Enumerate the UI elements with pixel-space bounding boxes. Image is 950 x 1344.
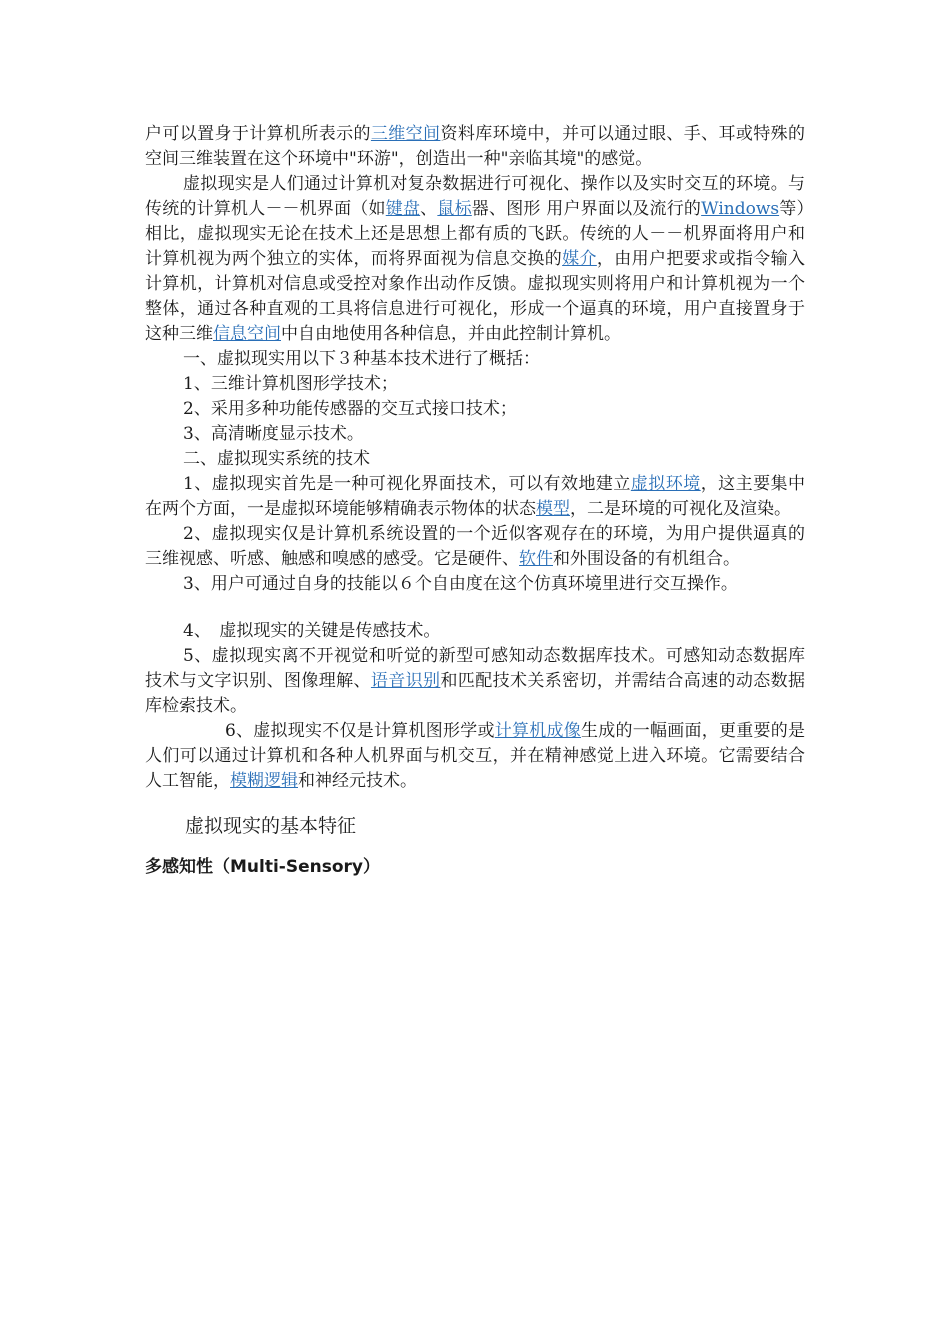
heading-multi-sensory: 多感知性（Multi-Sensory） (145, 857, 380, 877)
text-span: ，二是环境的可视化及渲染。 (570, 499, 791, 519)
section-1-title: 一、虚拟现实用以下３种基本技术进行了概括： (183, 349, 540, 369)
text-span: 1、虚拟现实首先是一种可视化界面技术，可以有效地建立 (183, 474, 631, 494)
text-span: 中自由地使用各种信息，并由此控制计算机。 (281, 324, 621, 344)
text-span: 资料库环境中，并可以通过眼、手、耳或特殊的空间三维装置在这个环境中"环游"，创造出一种"亲临其境"的感觉。 (145, 124, 806, 169)
link-software[interactable]: 软件 (519, 549, 553, 569)
text-span: ，由用户把要求或指令输入计算机，计算机对信息或受控对象作出动作反馈。虚拟现实则将用户和计算机视为一个整体，通过各种直观的工具将信息进行可视化，形成一个逼真的环境，用户直接置身于这种三维 (145, 249, 806, 344)
link-speech-recognition[interactable]: 语音识别 (370, 671, 441, 691)
link-medium[interactable]: 媒介 (562, 249, 597, 269)
section-2-item-4: 4、 虚拟现实的关键是传感技术。 (183, 621, 441, 641)
text-span: 6、虚拟现实不仅是计算机图形学或 (225, 721, 495, 741)
paragraph-intro-continued (145, 122, 805, 172)
link-windows[interactable]: Windows (701, 199, 780, 219)
section-2-item-3: 3、用户可通过自身的技能以６个自由度在这个仿真环境里进行交互操作。 (183, 574, 738, 594)
text-span: 、 (420, 199, 438, 219)
text-span: 户可以置身于计算机所表示的 (145, 124, 371, 144)
link-virtual-environment[interactable]: 虚拟环境 (630, 474, 701, 494)
section-2-item-2 (145, 522, 805, 572)
text-span: 等）相比，虚拟现实无论在技术上还是思想上都有质的飞跃。传统的人－－机界面将用户和计算机视为两个独立的实体，而将界面视为信息交换的 (145, 199, 806, 269)
link-3d-space[interactable]: 三维空间 (370, 124, 441, 144)
paragraph-definition (145, 172, 805, 347)
link-model[interactable]: 模型 (536, 499, 570, 519)
link-keyboard[interactable]: 键盘 (385, 199, 421, 219)
section-1-item-2: 2、采用多种功能传感器的交互式接口技术； (183, 399, 517, 419)
link-fuzzy-logic[interactable]: 模糊逻辑 (230, 771, 298, 791)
section-2-item-6 (145, 719, 805, 794)
link-mouse[interactable]: 鼠标 (437, 199, 472, 219)
document-body (145, 122, 805, 880)
section-2-title: 二、虚拟现实系统的技术 (183, 449, 370, 469)
text-span: 和神经元技术。 (298, 771, 417, 791)
text-span: 2、虚拟现实仅是计算机系统设置的一个近似客观存在的环境，为用户提供逼真的三维视感、听感、触感和嗅感的感受。它是硬件、 (145, 524, 805, 569)
text-span: 和匹配技术关系密切，并需结合高速的动态数据库检索技术。 (145, 671, 806, 716)
section-2-item-5 (145, 644, 805, 719)
text-span: 生成的一幅画面，更重要的是人们可以通过计算机和各种人机界面与机交互，并在精神感觉上进入环境。它需要结合人工智能， (145, 721, 806, 791)
text-span: 虚拟现实是人们通过计算机对复杂数据进行可视化、操作以及实时交互的环境。与传统的计算机人－－机界面（如 (145, 174, 805, 219)
text-span: 器、图形 用户界面以及流行的 (471, 199, 702, 219)
text-span: ，这主要集中在两个方面，一是虚拟环境能够精确表示物体的状态 (145, 474, 805, 519)
link-computer-imaging[interactable]: 计算机成像 (494, 721, 582, 741)
section-1-item-1: 1、三维计算机图形学技术； (183, 374, 398, 394)
section-1-item-3: 3、高清晰度显示技术。 (183, 424, 364, 444)
text-span: 5、虚拟现实离不开视觉和听觉的新型可感知动态数据库技术。可感知动态数据库技术与文字识别、图像理解、 (145, 646, 805, 691)
heading-basic-features: 虚拟现实的基本特征 (185, 815, 357, 837)
link-information-space[interactable]: 信息空间 (213, 324, 281, 344)
section-2-item-1 (145, 472, 805, 522)
text-span: 和外围设备的有机组合。 (553, 549, 740, 569)
